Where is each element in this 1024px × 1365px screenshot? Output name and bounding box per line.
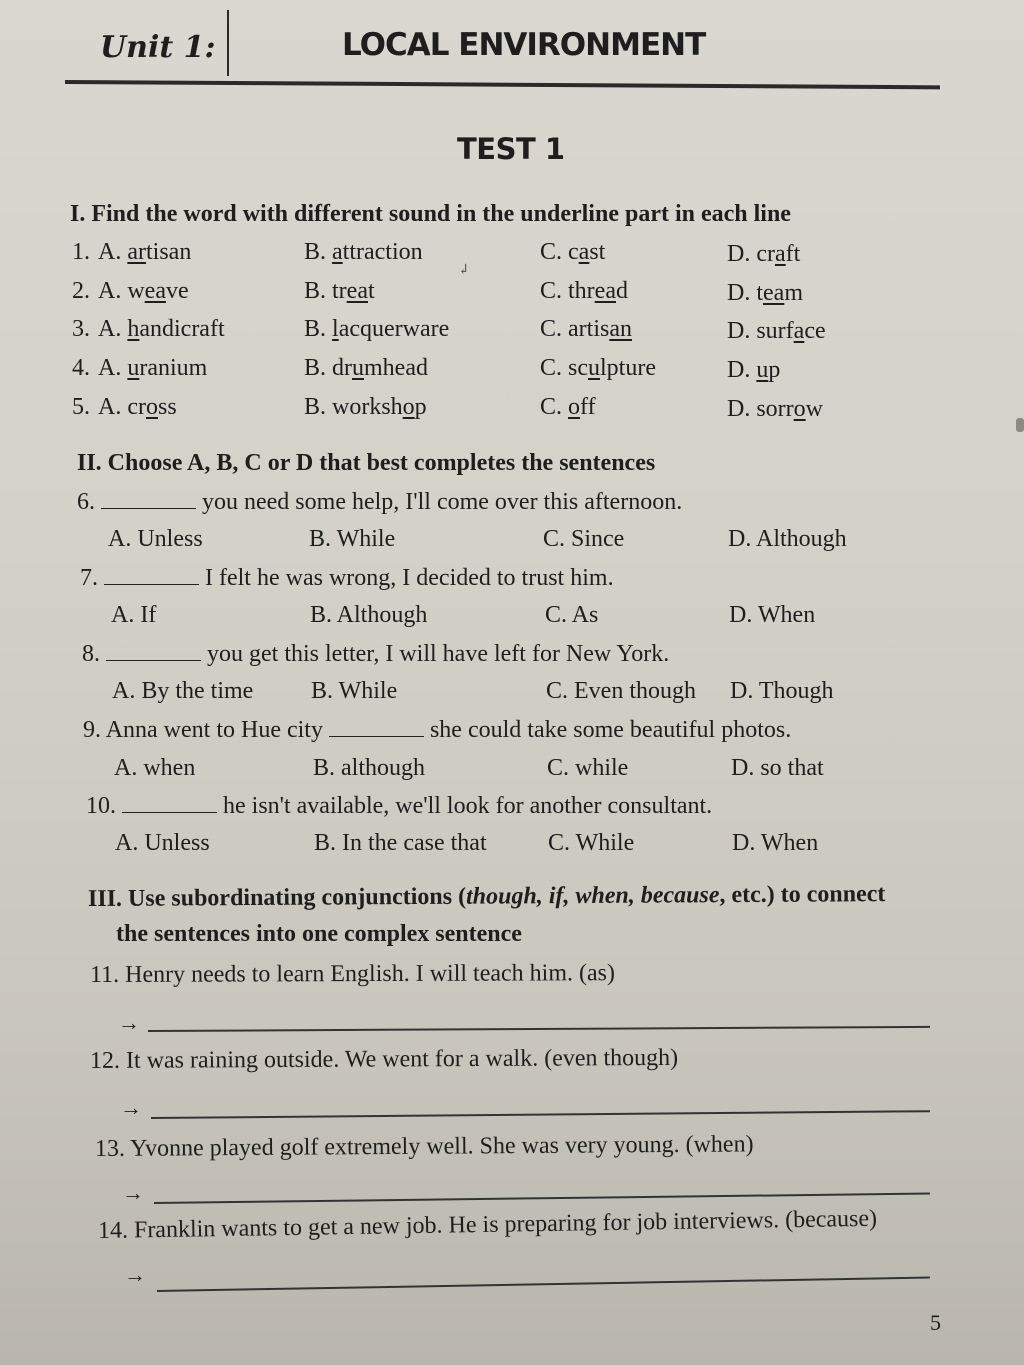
sentence-item: 14. Franklin wants to get a new job. He is preparing for job interviews. (because)	[97, 1205, 878, 1244]
section3-heading-part2: , etc.) to connect	[719, 881, 886, 909]
underlined-part: a	[793, 318, 805, 344]
underlined-part: u	[588, 355, 600, 381]
test-title: TEST 1	[457, 132, 565, 166]
answer-option[interactable]: B. In the case that	[314, 830, 487, 856]
answer-option: D. up	[727, 357, 781, 383]
underlined-part: u	[127, 355, 140, 381]
answer-blank[interactable]	[104, 564, 199, 585]
answer-option: B. lacquerware	[304, 316, 450, 342]
arrow-icon: →	[118, 1010, 140, 1035]
answer-option[interactable]: D. Though	[730, 678, 834, 704]
header-divider	[227, 10, 229, 76]
answer-option: A. artisan	[98, 239, 192, 265]
answer-option[interactable]: C. Since	[543, 526, 625, 552]
question-sentence: 7. I felt he was wrong, I decided to trust him.	[80, 565, 614, 591]
underlined-part: o	[402, 394, 415, 420]
section3-heading-line2: the sentences into one complex sentence	[116, 921, 522, 947]
question-number: 3.	[72, 316, 90, 342]
answer-option[interactable]: C. Even though	[546, 678, 696, 704]
underlined-part: ea	[144, 278, 166, 304]
page-number: 5	[930, 1310, 941, 1335]
underlined-part: o	[793, 396, 806, 422]
section3-heading-part1: III. Use subordinating conjunctions (	[87, 883, 467, 912]
unit-label: Unit 1:	[100, 30, 216, 65]
answer-option[interactable]: C. while	[547, 755, 629, 781]
answer-option[interactable]: B. While	[309, 526, 396, 552]
underlined-part: l	[332, 316, 339, 342]
answer-option: B. attraction	[304, 239, 423, 265]
answer-option[interactable]: A. Unless	[108, 526, 203, 552]
question-sentence: 6. you need some help, I'll come over this afternoon.	[77, 489, 683, 515]
underlined-part: ea	[346, 278, 368, 304]
answer-option[interactable]: B. Although	[310, 602, 428, 628]
answer-option[interactable]: D. so that	[731, 755, 824, 781]
underlined-part: o	[568, 394, 581, 420]
question-number: 8.	[82, 641, 106, 667]
answer-option[interactable]: C. As	[545, 602, 599, 628]
underlined-part: o	[145, 394, 158, 420]
answer-option[interactable]: C. While	[548, 830, 635, 856]
answer-option: C. off	[540, 394, 596, 420]
answer-option: C. artisan	[540, 316, 632, 342]
question-number: 6.	[77, 489, 101, 515]
arrow-icon: →	[120, 1095, 142, 1120]
section3-heading	[88, 881, 886, 913]
underlined-part: u	[756, 357, 769, 383]
answer-blank[interactable]	[329, 716, 424, 737]
underlined-part: ar	[127, 239, 146, 265]
underlined-part: u	[352, 355, 364, 381]
underlined-part: a	[774, 241, 786, 267]
question-number: 4.	[72, 355, 90, 381]
sentence-item: 12. It was raining outside. We went for a walk. (even though)	[89, 1044, 679, 1074]
question-number: 10.	[86, 793, 122, 819]
underlined-part: ea	[594, 278, 616, 304]
answer-line[interactable]	[154, 1193, 930, 1204]
answer-line[interactable]	[148, 1026, 930, 1032]
question-number: 1.	[72, 239, 90, 265]
answer-option[interactable]: B. While	[311, 678, 398, 704]
answer-option[interactable]: D. Although	[728, 526, 847, 552]
answer-option: C. cast	[540, 239, 606, 265]
answer-option: C. sculpture	[540, 355, 656, 381]
underlined-part: an	[609, 316, 632, 342]
section2-heading: II. Choose A, B, C or D that best completes the sentences	[77, 450, 656, 476]
answer-option[interactable]: B. although	[313, 755, 425, 781]
underlined-part: ea	[763, 280, 785, 306]
underlined-part: a	[332, 239, 343, 265]
answer-option: A. cross	[98, 394, 177, 420]
question-number: 7.	[80, 565, 104, 591]
answer-option: B. drumhead	[304, 355, 428, 381]
pencil-mark: ↲	[458, 263, 470, 278]
answer-option[interactable]: A. If	[111, 602, 157, 628]
header-rule	[65, 80, 940, 89]
question-number: 9.	[83, 717, 106, 743]
answer-option: B. treat	[304, 278, 375, 304]
answer-option[interactable]: A. By the time	[112, 678, 254, 704]
section1-heading: I. Find the word with different sound in the underline part in each line	[70, 201, 791, 227]
answer-line[interactable]	[151, 1110, 930, 1118]
question-sentence: 8. you get this letter, I will have left for New York.	[82, 641, 670, 667]
answer-option: D. craft	[727, 241, 801, 267]
answer-option[interactable]: A. when	[114, 755, 196, 781]
question-sentence: 9. Anna went to Hue city she could take some beautiful photos.	[83, 717, 792, 743]
arrow-icon: →	[124, 1262, 146, 1287]
answer-option: C. thread	[540, 278, 628, 304]
sentence-item: 13. Yvonne played golf extremely well. She was very young. (when)	[94, 1131, 754, 1162]
answer-blank[interactable]	[101, 488, 196, 509]
question-sentence: 10. he isn't available, we'll look for another consultant.	[86, 793, 713, 819]
answer-option: A. uranium	[98, 355, 208, 381]
page-binding-mark	[1016, 418, 1024, 432]
answer-option: B. workshop	[304, 394, 427, 420]
answer-blank[interactable]	[106, 640, 201, 661]
unit-title: LOCAL ENVIRONMENT	[342, 27, 706, 63]
answer-option[interactable]: A. Unless	[115, 830, 210, 856]
answer-option[interactable]: D. When	[732, 830, 819, 856]
answer-option: A. weave	[98, 278, 189, 304]
answer-option: D. team	[727, 280, 803, 306]
answer-blank[interactable]	[122, 792, 217, 813]
underlined-part: a	[578, 239, 590, 265]
question-number: 5.	[72, 394, 90, 420]
answer-option: D. sorrow	[727, 396, 823, 422]
underlined-part: h	[127, 316, 140, 342]
question-number: 2.	[72, 278, 90, 304]
answer-line[interactable]	[157, 1277, 930, 1292]
answer-option: D. surface	[727, 318, 826, 344]
answer-option[interactable]: D. When	[729, 602, 816, 628]
sentence-item: 11. Henry needs to learn English. I will teach him. (as)	[89, 960, 616, 988]
answer-option: A. handicraft	[98, 316, 225, 342]
arrow-icon: →	[122, 1180, 144, 1205]
section3-heading-italic: though, if, when, because	[466, 882, 720, 910]
